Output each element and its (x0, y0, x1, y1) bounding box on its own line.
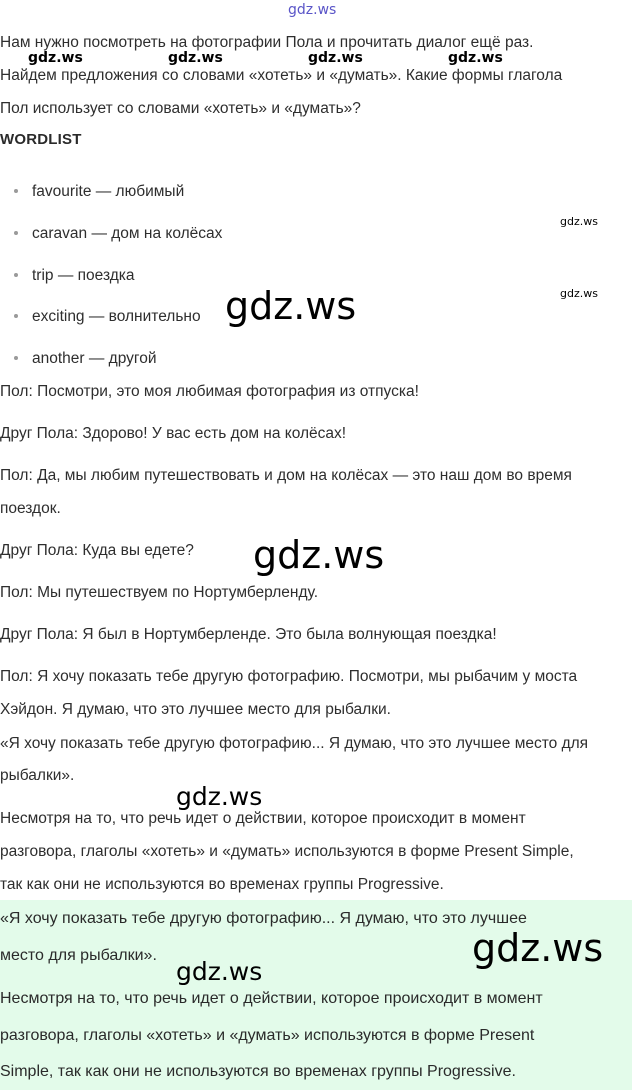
dialogue-line: Друг Пола: Куда вы едете? (0, 542, 194, 559)
watermark: gdz.ws (28, 50, 83, 66)
dialogue-line: Пол: Я хочу показать тебе другую фотографию. Посмотри, мы рыбачим у моста (0, 668, 578, 685)
bullet-icon (14, 314, 18, 318)
dialogue-line: Друг Пола: Здорово! У вас есть дом на колёсах! (0, 425, 347, 442)
dialogue-line: Хэйдон. Я думаю, что это лучшее место для рыбалки. (0, 701, 391, 718)
intro-line-3: Пол использует со словами «хотеть» и «думать»? (0, 100, 361, 117)
answer-line: разговора, глаголы «хотеть» и «думать» используются в форме Present Simple, (0, 843, 574, 860)
wordlist-item: exciting — волнительно (14, 300, 201, 333)
intro-line-1: Нам нужно посмотреть на фотографии Пола и прочитать диалог ещё раз. (0, 34, 534, 51)
dialogue-line: поездок. (0, 500, 61, 517)
bullet-icon (14, 231, 18, 235)
watermark: gdz.ws (176, 957, 263, 986)
highlighted-line: Несмотря на то, что речь идет о действии, которое происходит в момент (0, 990, 543, 1007)
bullet-icon (14, 189, 18, 193)
watermark: gdz.ws (225, 284, 357, 328)
answer-line: рыбалки». (0, 767, 75, 784)
dialogue-line: Пол: Мы путешествуем по Нортумберленду. (0, 584, 319, 601)
answer-line: «Я хочу показать тебе другую фотографию... Я думаю, что это лучшее место для (0, 735, 589, 752)
watermark: gdz.ws (253, 533, 385, 577)
highlighted-line: Simple, так как они не используются во временах группы Progressive. (0, 1063, 516, 1080)
highlighted-line: разговора, глаголы «хотеть» и «думать» используются в форме Present (0, 1027, 535, 1044)
wordlist-item: caravan — дом на колёсах (14, 217, 222, 250)
bullet-icon (14, 356, 18, 360)
answer-line: так как они не используются во временах группы Progressive. (0, 876, 444, 893)
wordlist-item: favourite — любимый (14, 175, 184, 208)
dialogue-line: Пол: Посмотри, это моя любимая фотография из отпуска! (0, 383, 419, 400)
intro-line-2: Найдем предложения со словами «хотеть» и «думать». Какие формы глагола (0, 67, 563, 84)
highlighted-line: «Я хочу показать тебе другую фотографию... Я думаю, что это лучшее (0, 910, 527, 927)
wordlist-item: trip — поездка (14, 259, 135, 292)
watermark-top: gdz.ws (288, 2, 337, 18)
bullet-icon (14, 273, 18, 277)
watermark: gdz.ws (448, 50, 503, 66)
highlighted-line: место для рыбалки». (0, 947, 157, 964)
watermark: gdz.ws (560, 287, 598, 300)
watermark: gdz.ws (560, 215, 598, 228)
watermark: gdz.ws (176, 782, 263, 811)
dialogue-line: Пол: Да, мы любим путешествовать и дом на колёсах — это наш дом во время (0, 467, 572, 484)
watermark: gdz.ws (308, 50, 363, 66)
watermark: gdz.ws (472, 926, 604, 970)
wordlist-title: WORDLIST (0, 131, 82, 148)
wordlist-item: another — другой (14, 342, 157, 375)
watermark: gdz.ws (168, 50, 223, 66)
dialogue-line: Друг Пола: Я был в Нортумберленде. Это была волнующая поездка! (0, 626, 497, 643)
answer-line: Несмотря на то, что речь идет о действии, которое происходит в момент (0, 810, 526, 827)
